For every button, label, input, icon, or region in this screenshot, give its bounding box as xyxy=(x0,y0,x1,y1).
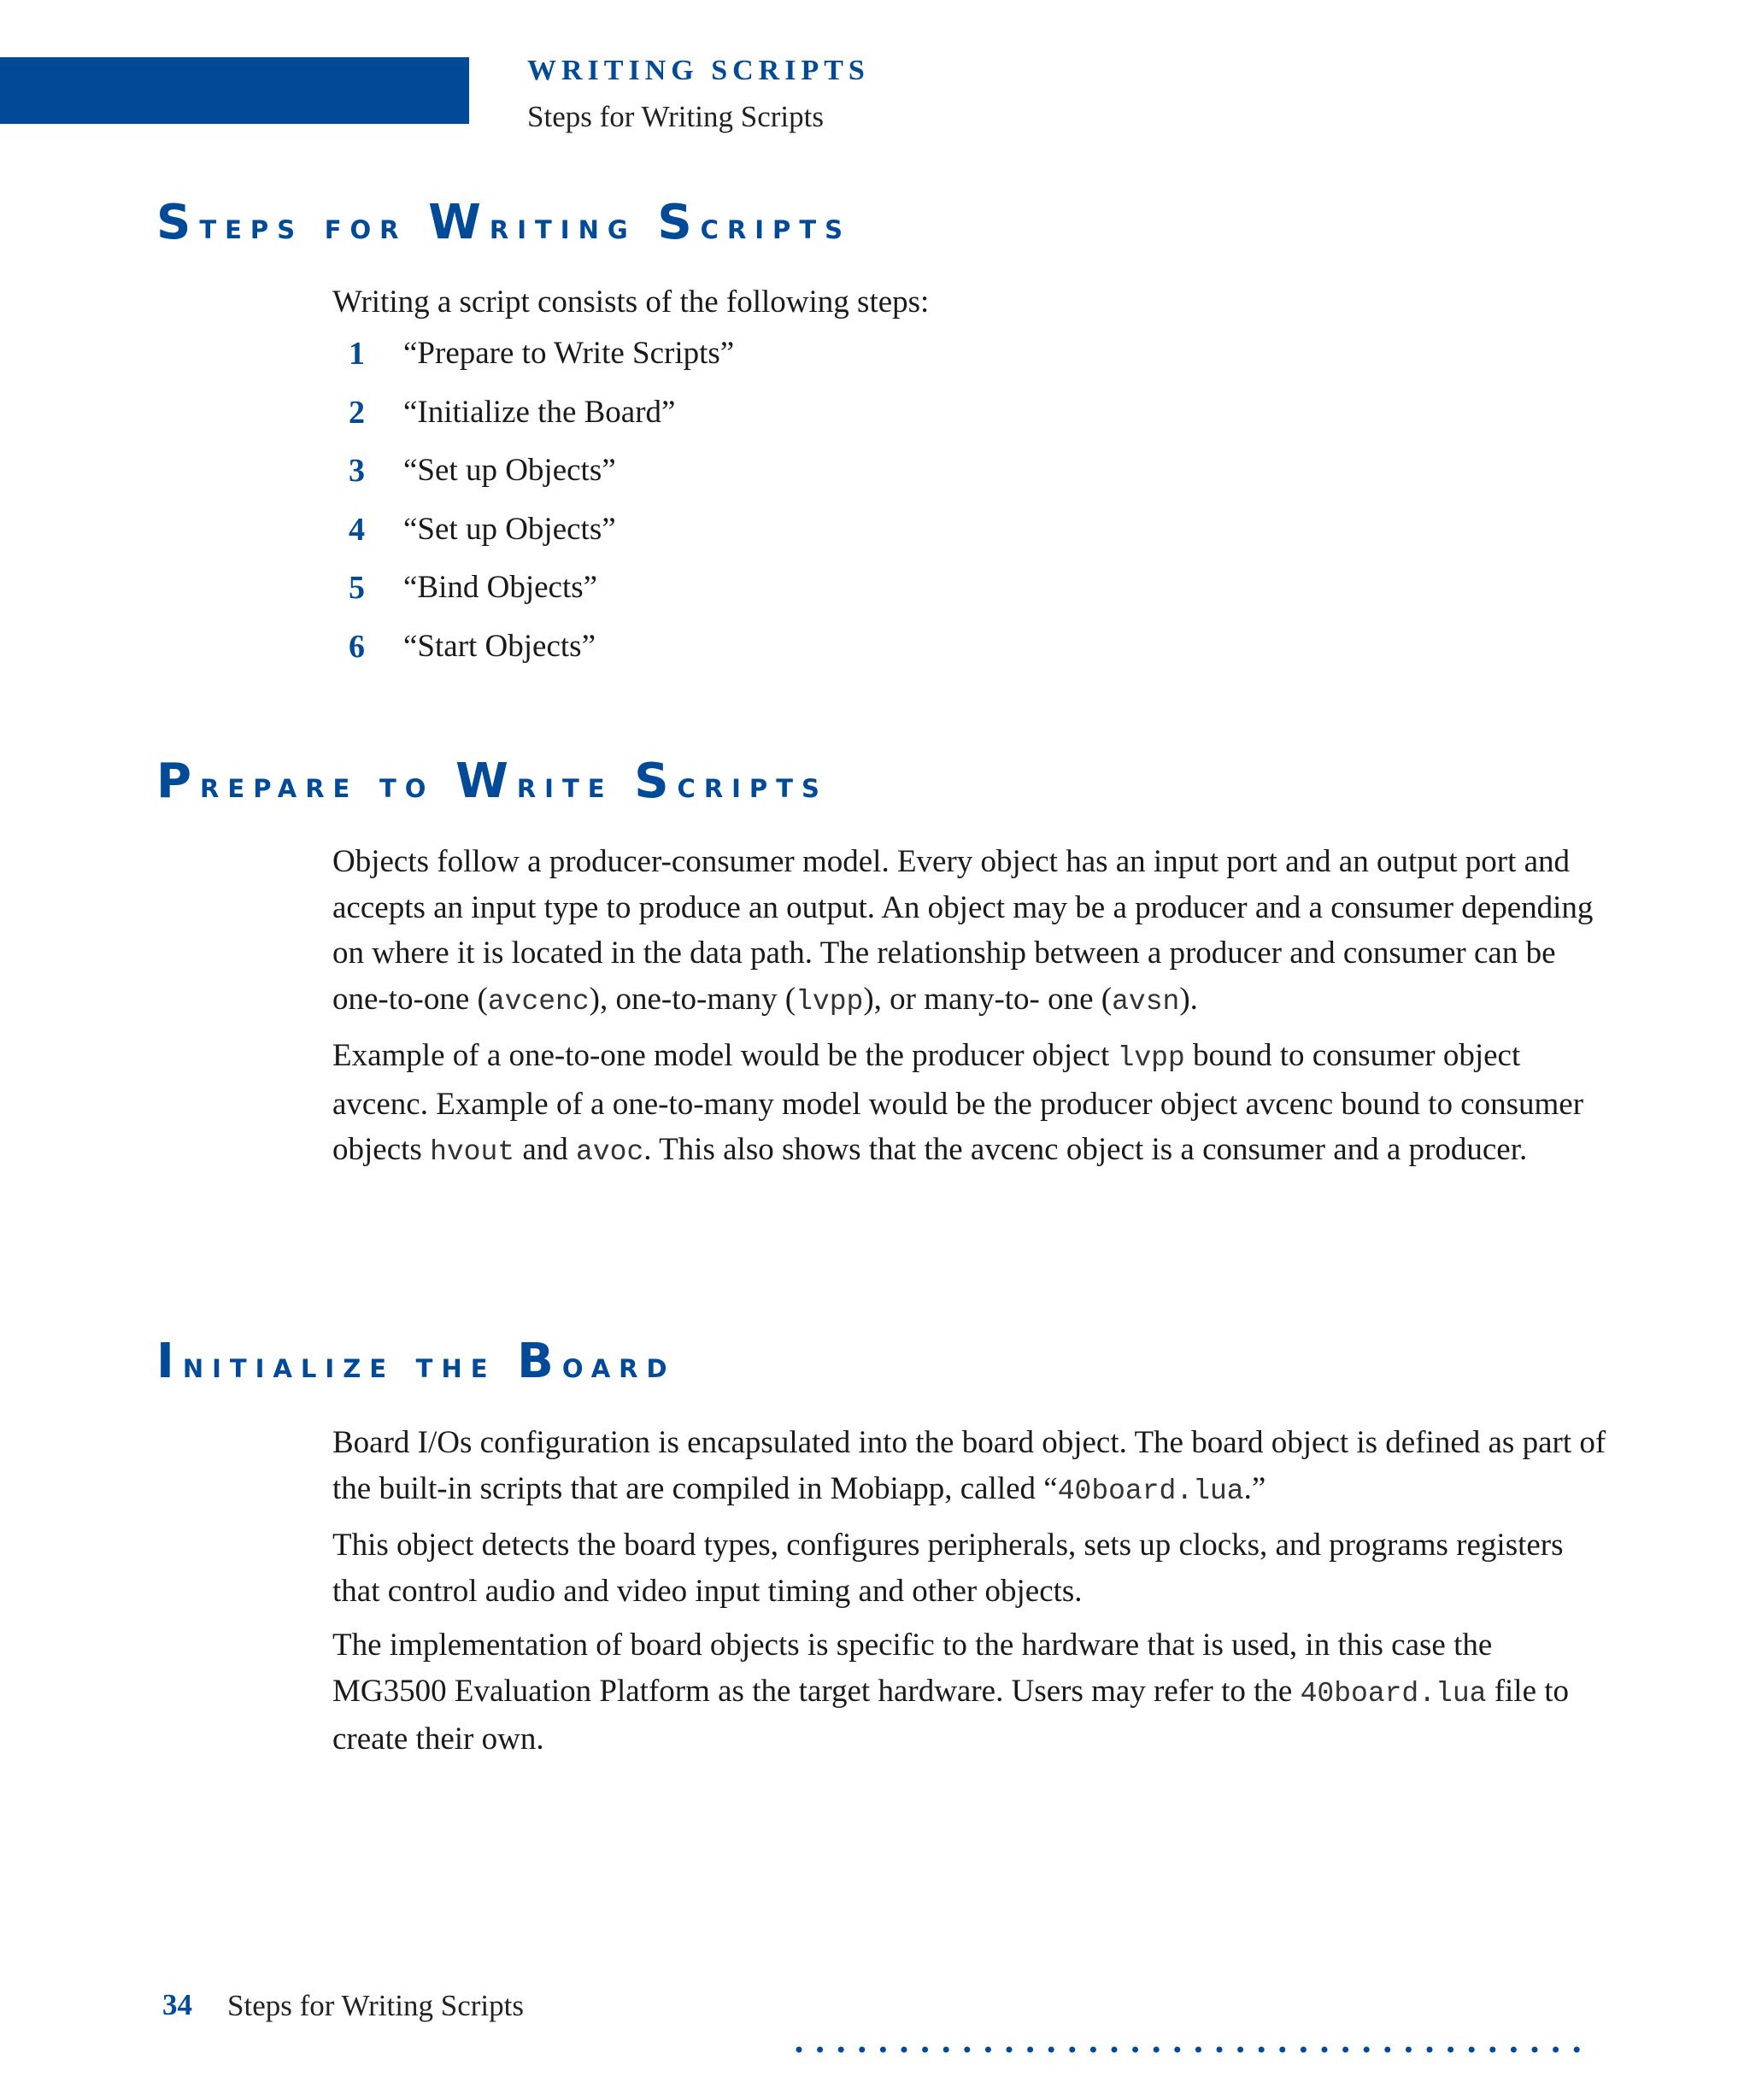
header-color-bar xyxy=(0,57,469,124)
step-number: 5 xyxy=(349,570,365,606)
producer-consumer-paragraph: Objects follow a producer-consumer model. Every object has an input port and an output port and accepts an input type to produce an output. An object may be a producer and a consumer depending on where it is located in the data path. The relationship between a producer and consumer can be one-to-one (avcenc), one-to-many (lvpp), or many-to- one (avsn). xyxy=(332,844,1594,1018)
rule-dot xyxy=(1448,2047,1453,2053)
step-link[interactable]: “Start Objects” xyxy=(403,628,596,664)
rule-dot xyxy=(1069,2047,1075,2053)
title-word: Scripts xyxy=(634,754,828,809)
rule-dot xyxy=(943,2047,949,2053)
rule-dot xyxy=(1090,2047,1096,2053)
steps-intro-block xyxy=(332,279,1614,334)
rule-dot xyxy=(1132,2047,1138,2053)
rule-dot xyxy=(1553,2047,1559,2053)
code-hvout: hvout xyxy=(430,1136,515,1168)
rule-dot xyxy=(1427,2047,1433,2053)
rule-dot xyxy=(1301,2047,1307,2053)
page-number: 34 xyxy=(162,1988,192,2021)
rule-dot xyxy=(1574,2047,1580,2053)
rule-dot xyxy=(859,2047,865,2053)
prepare-body xyxy=(332,839,1614,1184)
board-implementation-paragraph: The implementation of board objects is specific to the hardware that is used, in this case the MG3500 Evaluation Platform as the target hardware. Users may refer to the 40board.lua file to create their own. xyxy=(332,1628,1570,1757)
rule-dot xyxy=(1364,2047,1370,2053)
rule-dot xyxy=(1007,2047,1013,2053)
title-word: Board xyxy=(517,1334,676,1389)
title-word: Write xyxy=(455,754,614,809)
code-40board-lua: 40board.lua xyxy=(1057,1475,1244,1507)
code-avoc: avoc xyxy=(576,1136,644,1168)
running-header-section: Steps for Writing Scripts xyxy=(527,100,824,133)
rule-dot xyxy=(1406,2047,1412,2053)
rule-dot xyxy=(1217,2047,1223,2053)
step-number: 4 xyxy=(349,511,365,548)
step-link[interactable]: “Set up Objects” xyxy=(403,453,616,488)
code-avcenc: avcenc xyxy=(487,985,590,1018)
rule-dot xyxy=(1342,2047,1348,2053)
title-word: to xyxy=(379,764,435,806)
rule-dot xyxy=(1469,2047,1475,2053)
dotted-rule xyxy=(795,2044,1598,2056)
rule-dot xyxy=(1489,2047,1495,2053)
board-config-paragraph: Board I/Os configuration is encapsulated into the board object. The board object is defined as part of the built-in scripts that are compiled in Mobiapp, called “40board.lua.” xyxy=(332,1425,1606,1507)
rule-dot xyxy=(1384,2047,1390,2053)
rule-dot xyxy=(880,2047,886,2053)
rule-dot xyxy=(1259,2047,1265,2053)
rule-dot xyxy=(1237,2047,1243,2053)
step-number: 1 xyxy=(349,336,365,372)
step-link[interactable]: “Bind Objects” xyxy=(403,570,598,605)
rule-dot xyxy=(1532,2047,1538,2053)
step-number: 2 xyxy=(349,394,365,431)
step-link[interactable]: “Set up Objects” xyxy=(403,511,616,547)
initialize-body xyxy=(332,1420,1614,1771)
rule-dot xyxy=(1279,2047,1285,2053)
rule-dot xyxy=(1511,2047,1517,2053)
code-lvpp: lvpp xyxy=(796,985,864,1018)
title-word: the xyxy=(415,1344,496,1386)
rule-dot xyxy=(985,2047,991,2053)
section-title-prepare xyxy=(156,754,828,809)
rule-dot xyxy=(901,2047,907,2053)
rule-dot xyxy=(1174,2047,1180,2053)
section-title-initialize xyxy=(156,1334,676,1389)
rule-dot xyxy=(1112,2047,1118,2053)
rule-dot xyxy=(1027,2047,1033,2053)
running-header-chapter: WRITING SCRIPTS xyxy=(527,55,870,86)
code-lvpp: lvpp xyxy=(1117,1042,1185,1074)
title-word: Steps xyxy=(156,195,304,250)
rule-dot xyxy=(796,2047,802,2053)
model-example-paragraph: Example of a one-to-one model would be the producer object lvpp bound to consumer object avcenc. Example of a one-to-many model would be the producer object avcenc bound to consumer objects hvout and avoc. This also shows that the avcenc object is a consumer and a producer. xyxy=(332,1038,1584,1168)
code-40board-lua: 40board.lua xyxy=(1300,1677,1487,1710)
steps-intro: Writing a script consists of the following steps: xyxy=(332,284,930,320)
step-link[interactable]: “Prepare to Write Scripts” xyxy=(403,336,735,371)
title-word: for xyxy=(324,205,408,247)
rule-dot xyxy=(922,2047,928,2053)
rule-dot xyxy=(964,2047,970,2053)
rule-dot xyxy=(1048,2047,1054,2053)
rule-dot xyxy=(1195,2047,1201,2053)
step-number: 6 xyxy=(349,628,365,665)
title-word: Initialize xyxy=(156,1334,396,1389)
title-word: Scripts xyxy=(657,195,851,250)
footer-title: Steps for Writing Scripts xyxy=(227,1989,524,2022)
rule-dot xyxy=(1322,2047,1328,2053)
rule-dot xyxy=(838,2047,844,2053)
rule-dot xyxy=(817,2047,823,2053)
title-word: Writing xyxy=(428,195,637,250)
step-link[interactable]: “Initialize the Board” xyxy=(403,394,676,430)
board-detect-paragraph: This object detects the board types, configures peripherals, sets up clocks, and programs registers that control audio and video input timing and other objects. xyxy=(332,1528,1564,1609)
rule-dot xyxy=(1154,2047,1160,2053)
step-number: 3 xyxy=(349,453,365,489)
section-title-steps xyxy=(156,195,851,250)
title-word: Prepare xyxy=(156,754,359,809)
code-avsn: avsn xyxy=(1112,985,1180,1018)
